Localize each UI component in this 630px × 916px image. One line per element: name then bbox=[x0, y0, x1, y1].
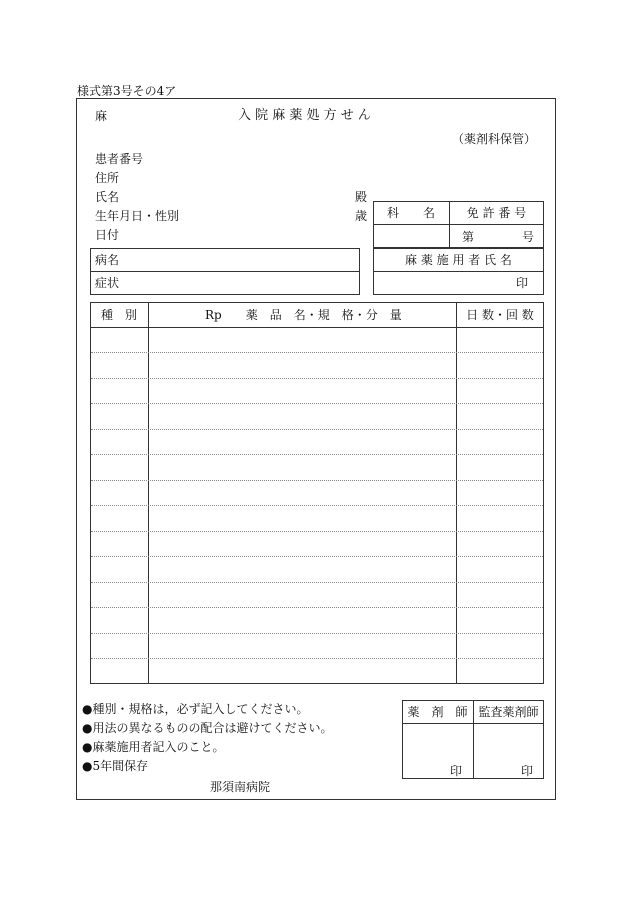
honorific: 殿 bbox=[355, 190, 368, 204]
pharmacist-label: 薬 剤 師 bbox=[407, 705, 468, 719]
form-title: 入 院 麻 薬 処 方 せ ん bbox=[238, 108, 371, 123]
date-label: 日付 bbox=[95, 228, 120, 242]
note-2: ●用法の異なるものの配合は避けてください。 bbox=[82, 721, 333, 735]
audit-pharmacist-label: 監査薬剤師 bbox=[478, 705, 539, 719]
hospital-name: 那須南病院 bbox=[210, 780, 271, 794]
patient-number-label: 患者番号 bbox=[95, 152, 144, 166]
narcotic-mark: 麻 bbox=[95, 109, 108, 123]
department-label: 科 名 bbox=[386, 206, 435, 220]
symptom-label: 症状 bbox=[95, 276, 120, 290]
license-no-prefix: 第 bbox=[462, 230, 475, 244]
name-label: 氏名 bbox=[95, 190, 120, 204]
rx-table bbox=[90, 302, 544, 684]
audit-pharmacist-seal: 印 bbox=[521, 764, 534, 778]
form-number: 様式第3号その4ア bbox=[77, 84, 177, 98]
administrator-seal: 印 bbox=[516, 276, 529, 290]
rx-col-days: 日 数・回 数 bbox=[466, 308, 534, 322]
rx-col-type: 種 別 bbox=[100, 308, 137, 322]
storage-note: （薬剤科保管） bbox=[452, 132, 537, 146]
note-3: ●麻薬施用者記入のこと。 bbox=[82, 740, 225, 754]
disease-label: 病名 bbox=[95, 253, 120, 267]
license-number-label: 免 許 番 号 bbox=[466, 206, 527, 220]
note-4: ●5年間保存 bbox=[82, 759, 149, 773]
pharmacist-seal: 印 bbox=[450, 764, 463, 778]
administrator-header: 麻 薬 施 用 者 氏 名 bbox=[405, 253, 512, 267]
birth-sex-label: 生年月日・性別 bbox=[95, 209, 180, 223]
age-unit: 歳 bbox=[355, 209, 368, 223]
rx-col-drug: Rp 薬 品 名・規 格・分 量 bbox=[205, 308, 402, 322]
address-label: 住所 bbox=[95, 171, 120, 185]
note-1: ●種別・規格は，必ず記入してください。 bbox=[82, 702, 309, 716]
license-no-suffix: 号 bbox=[522, 230, 535, 244]
